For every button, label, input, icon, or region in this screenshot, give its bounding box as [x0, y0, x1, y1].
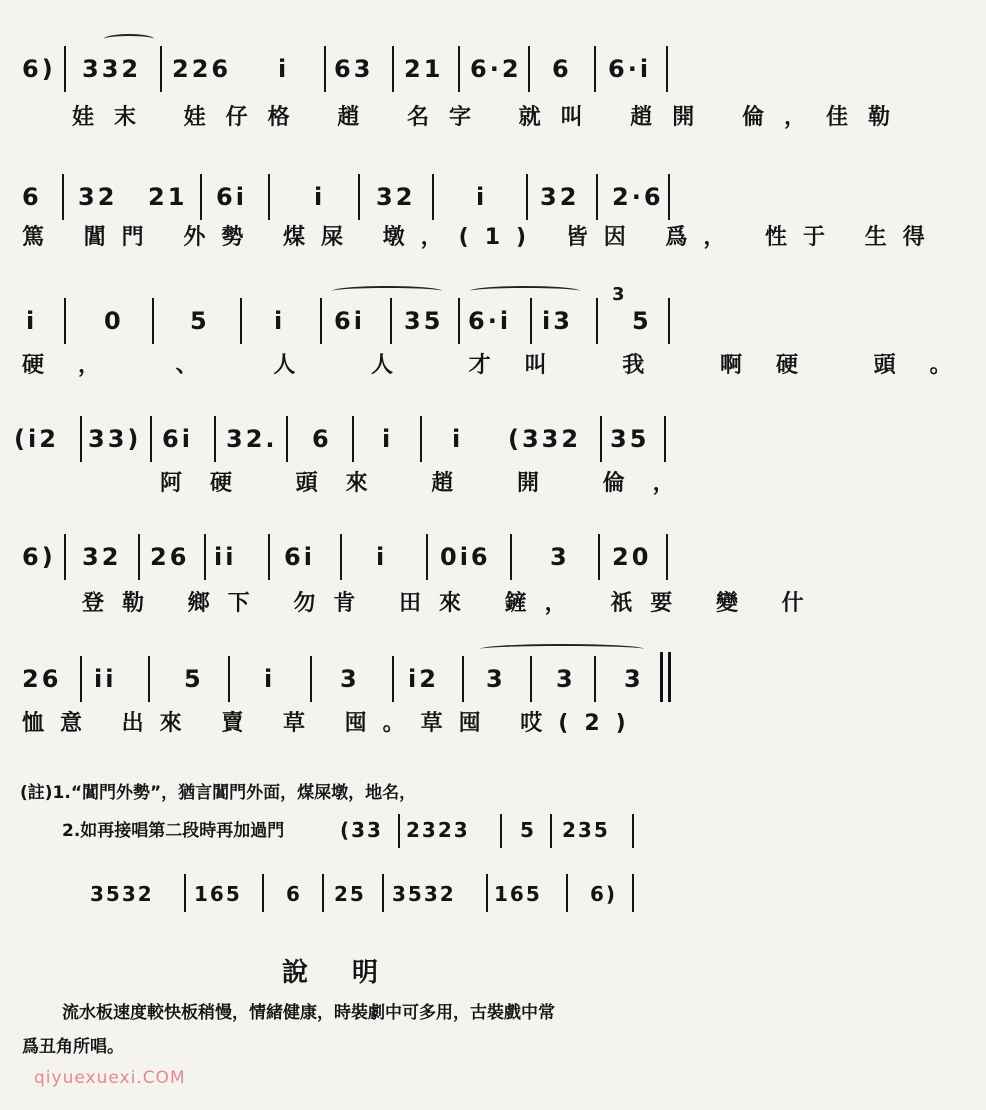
- note-token: 6·i: [608, 55, 652, 83]
- note-token: 6): [22, 55, 56, 83]
- note-token: 3: [556, 665, 576, 693]
- barline: [526, 174, 528, 220]
- note-token: 6i: [162, 425, 193, 453]
- section-paragraph-line-1: 流水板速度較快板稍慢，情緒健康，時裝劇中可多用，古裝戲中常: [62, 1003, 555, 1023]
- barline: [320, 298, 322, 344]
- barline: [268, 534, 270, 580]
- note-token: 35: [404, 307, 444, 335]
- note-token: i: [26, 307, 38, 335]
- lyrics-line: 硬， 、 人 人 才叫 我 啊硬 頭。: [22, 353, 986, 378]
- note-token: 25: [334, 882, 366, 906]
- footnote-2: 2.如再接唱第二段時再加過門: [62, 821, 285, 841]
- barline: [594, 46, 596, 92]
- barline: [268, 174, 270, 220]
- note-token: i3: [542, 307, 573, 335]
- score-row-1: [0, 30, 910, 130]
- barline: [340, 534, 342, 580]
- notation-line: [0, 158, 704, 218]
- barline: [426, 534, 428, 580]
- note-token: 165: [494, 882, 542, 906]
- barline: [204, 534, 206, 580]
- barline: [262, 874, 264, 912]
- lyrics-line: 阿硬 頭來 趙 開 倫，: [160, 471, 703, 496]
- slur: [332, 286, 442, 296]
- barline: [598, 534, 600, 580]
- note-token: 3: [612, 284, 628, 305]
- barline: [458, 46, 460, 92]
- barline: [150, 416, 152, 462]
- barline: [352, 416, 354, 462]
- note-token: 332: [82, 55, 142, 83]
- note-token: 5: [190, 307, 210, 335]
- watermark: qiyuexuexi.COM: [34, 1068, 186, 1088]
- note-token: 3: [550, 543, 570, 571]
- barline: [462, 656, 464, 702]
- note-token: 5: [520, 818, 536, 842]
- barline: [138, 534, 140, 580]
- note-token: (i2: [14, 425, 59, 453]
- score-row-6: [0, 640, 704, 736]
- note-token: 6·i: [468, 307, 512, 335]
- barline: [80, 416, 82, 462]
- note-token: i: [376, 543, 388, 571]
- note-token: 63: [334, 55, 374, 83]
- note-token: i: [278, 55, 290, 83]
- note-token: 6: [286, 882, 302, 906]
- notation-line: [0, 30, 704, 90]
- note-token: ii: [214, 543, 237, 571]
- note-token: 3: [340, 665, 360, 693]
- note-token: 21: [148, 183, 188, 211]
- note-token: 20: [612, 543, 652, 571]
- note-token: 3532: [90, 882, 154, 906]
- note-token: 35: [610, 425, 650, 453]
- note-token: i: [264, 665, 276, 693]
- final-barline: [660, 652, 671, 702]
- score-row-2: [0, 158, 941, 250]
- note-token: 6: [312, 425, 332, 453]
- note-token: i: [314, 183, 326, 211]
- barline: [240, 298, 242, 344]
- note-token: i2: [408, 665, 439, 693]
- barline: [550, 814, 552, 848]
- tie: [480, 644, 644, 654]
- note-token: 32: [82, 543, 122, 571]
- note-token: 6): [22, 543, 56, 571]
- barline: [322, 874, 324, 912]
- barline: [62, 174, 64, 220]
- note-token: i: [452, 425, 464, 453]
- note-token: 32: [376, 183, 416, 211]
- barline: [184, 874, 186, 912]
- note-token: 32.: [226, 425, 278, 453]
- barline: [152, 298, 154, 344]
- lyrics-line: 登勒 鄉下 勿肯 田來 鏟， 祇要 變 什: [82, 591, 822, 616]
- barline: [530, 656, 532, 702]
- barline: [500, 814, 502, 848]
- barline: [64, 298, 66, 344]
- notation-line: [0, 518, 704, 578]
- note-token: 6): [590, 882, 618, 906]
- barline: [632, 814, 634, 848]
- note-token: 3: [486, 665, 506, 693]
- barline: [486, 874, 488, 912]
- note-token: 26: [22, 665, 62, 693]
- barline: [600, 416, 602, 462]
- lyrics-line: 恤意 出來 賣 草 囤。草囤 哎(2): [22, 711, 642, 736]
- section-title: 說明: [281, 958, 422, 988]
- note-token: 32: [78, 183, 118, 211]
- notation-line: [0, 400, 704, 460]
- barline: [398, 814, 400, 848]
- barline: [510, 534, 512, 580]
- note-token: i: [476, 183, 488, 211]
- note-token: 165: [194, 882, 242, 906]
- barline: [390, 298, 392, 344]
- note-token: ii: [94, 665, 117, 693]
- barline: [668, 298, 670, 344]
- barline: [530, 298, 532, 344]
- barline: [458, 298, 460, 344]
- barline: [666, 534, 668, 580]
- barline: [596, 298, 598, 344]
- barline: [358, 174, 360, 220]
- barline: [310, 656, 312, 702]
- barline: [228, 656, 230, 702]
- slur: [470, 286, 580, 296]
- note-token: 5: [184, 665, 204, 693]
- barline: [596, 174, 598, 220]
- note-token: 2323: [406, 818, 470, 842]
- note-token: i: [274, 307, 286, 335]
- barline: [666, 46, 668, 92]
- note-token: 6i: [284, 543, 315, 571]
- footnote-2-notation-a: [0, 814, 704, 854]
- note-token: 6i: [216, 183, 247, 211]
- note-token: 235: [562, 818, 610, 842]
- note-token: 3: [624, 665, 644, 693]
- barline: [64, 534, 66, 580]
- notation-line: [0, 282, 704, 342]
- lyrics-line: 娃末 娃仔格 趙 名字 就叫 趙開 倫，佳勒: [72, 105, 910, 130]
- barline: [148, 656, 150, 702]
- barline: [392, 46, 394, 92]
- barline: [64, 46, 66, 92]
- note-token: 33): [88, 425, 142, 453]
- barline: [200, 174, 202, 220]
- slur: [104, 34, 154, 44]
- score-row-3: [0, 282, 986, 378]
- barline: [420, 416, 422, 462]
- barline: [566, 874, 568, 912]
- note-token: 6i: [334, 307, 365, 335]
- barline: [214, 416, 216, 462]
- note-token: (33: [340, 818, 383, 842]
- barline: [668, 174, 670, 220]
- barline: [382, 874, 384, 912]
- lyrics-line: 篤 閶門 外勢 煤屎 墩，(1) 皆因 爲， 性于 生得: [22, 225, 941, 250]
- barline: [286, 416, 288, 462]
- barline: [432, 174, 434, 220]
- note-token: 6: [22, 183, 42, 211]
- barline: [80, 656, 82, 702]
- score-row-4: [0, 400, 704, 496]
- note-token: 3532: [392, 882, 456, 906]
- notation-line: [0, 640, 704, 700]
- footnote-2-notation-b: [0, 874, 704, 918]
- note-token: 21: [404, 55, 444, 83]
- note-token: 26: [150, 543, 190, 571]
- note-token: 6: [552, 55, 572, 83]
- note-token: 32: [540, 183, 580, 211]
- barline: [160, 46, 162, 92]
- note-token: 2·6: [612, 183, 664, 211]
- section-paragraph-line-2: 爲丑角所唱。: [22, 1037, 124, 1057]
- note-token: 226: [172, 55, 232, 83]
- note-token: i: [382, 425, 394, 453]
- note-token: (332: [508, 425, 582, 453]
- barline: [664, 416, 666, 462]
- footnote-1: (註)1.“閶門外勢”，猶言閶門外面，煤屎墩，地名，: [20, 783, 417, 803]
- barline: [632, 874, 634, 912]
- note-token: 5: [632, 307, 652, 335]
- note-token: 0i6: [440, 543, 491, 571]
- barline: [324, 46, 326, 92]
- barline: [594, 656, 596, 702]
- note-token: 6·2: [470, 55, 522, 83]
- barline: [528, 46, 530, 92]
- note-token: 0: [104, 307, 124, 335]
- barline: [392, 656, 394, 702]
- score-row-5: [0, 518, 822, 616]
